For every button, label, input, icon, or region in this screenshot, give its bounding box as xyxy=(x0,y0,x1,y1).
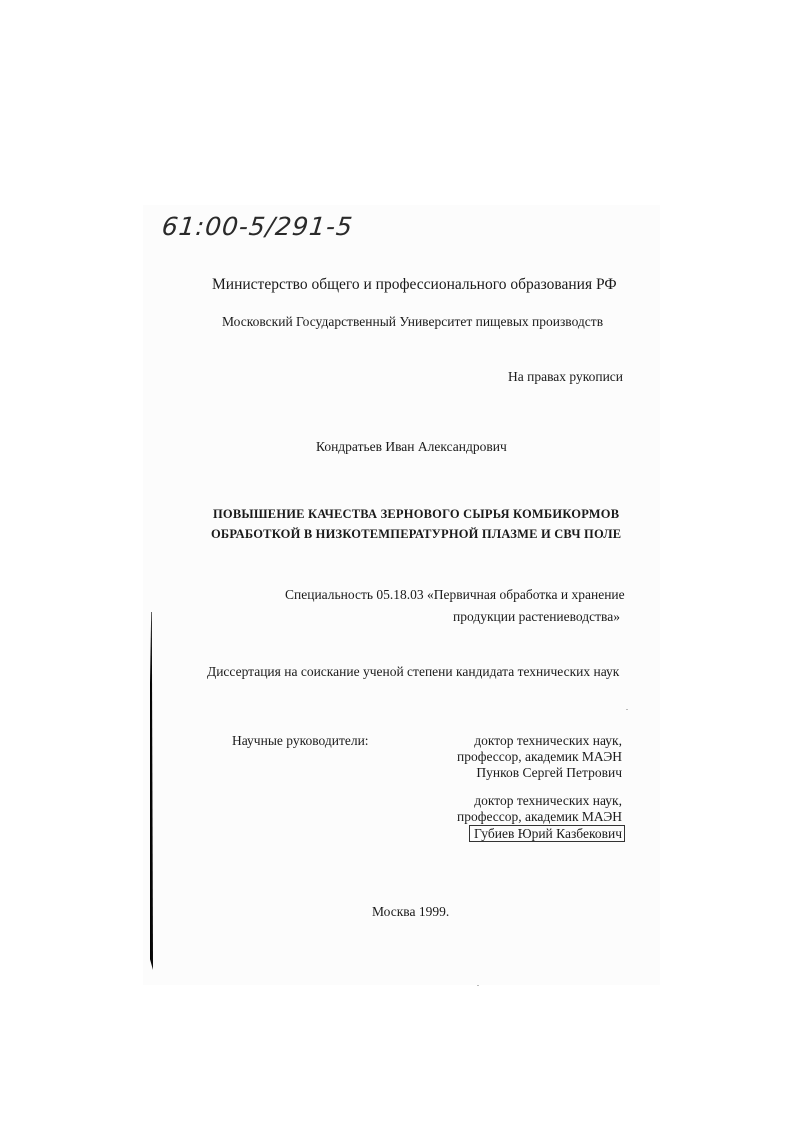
archive-code-handwritten: 61:00-5/291-5 xyxy=(160,212,355,241)
specialty-line-1: Специальность 05.18.03 «Первичная обработка и хранение xyxy=(285,587,625,602)
supervisor-2-name-boxed: Губиев Юрий Казбекович xyxy=(469,825,625,842)
author-name: Кондратьев Иван Александрович xyxy=(316,439,507,454)
thesis-title-line-2: ОБРАБОТКОЙ В НИЗКОТЕМПЕРАТУРНОЙ ПЛАЗМЕ И СВЧ ПОЛЕ xyxy=(211,527,622,541)
university-name: Московский Государственный Университет пищевых производств xyxy=(222,314,604,329)
supervisor-1 xyxy=(457,733,622,781)
rights-notice: На правах рукописи xyxy=(508,369,624,384)
supervisor-2-degree: доктор технических наук, xyxy=(474,793,622,808)
supervisor-2-title: профессор, академик МАЭН xyxy=(456,809,622,824)
scan-speck xyxy=(477,985,479,986)
supervisor-1-title: профессор, академик МАЭН xyxy=(456,749,622,764)
supervisors-label: Научные руководители: xyxy=(232,733,369,748)
supervisor-2 xyxy=(457,793,622,842)
supervisor-1-name: Пунков Сергей Петрович xyxy=(476,765,622,780)
dissertation-type: Диссертация на соискание ученой степени кандидата технических наук xyxy=(207,664,620,679)
thesis-title-line-1: ПОВЫШЕНИЕ КАЧЕСТВА ЗЕРНОВОГО СЫРЬЯ КОМБИКОРМОВ xyxy=(213,507,620,521)
city-year: Москва 1999. xyxy=(372,904,450,919)
supervisor-1-degree: доктор технических наук, xyxy=(474,733,622,748)
specialty-line-2: продукции растениеводства» xyxy=(453,609,620,624)
scan-speck xyxy=(626,709,628,710)
ministry-name: Министерство общего и профессионального образования РФ xyxy=(212,276,617,293)
